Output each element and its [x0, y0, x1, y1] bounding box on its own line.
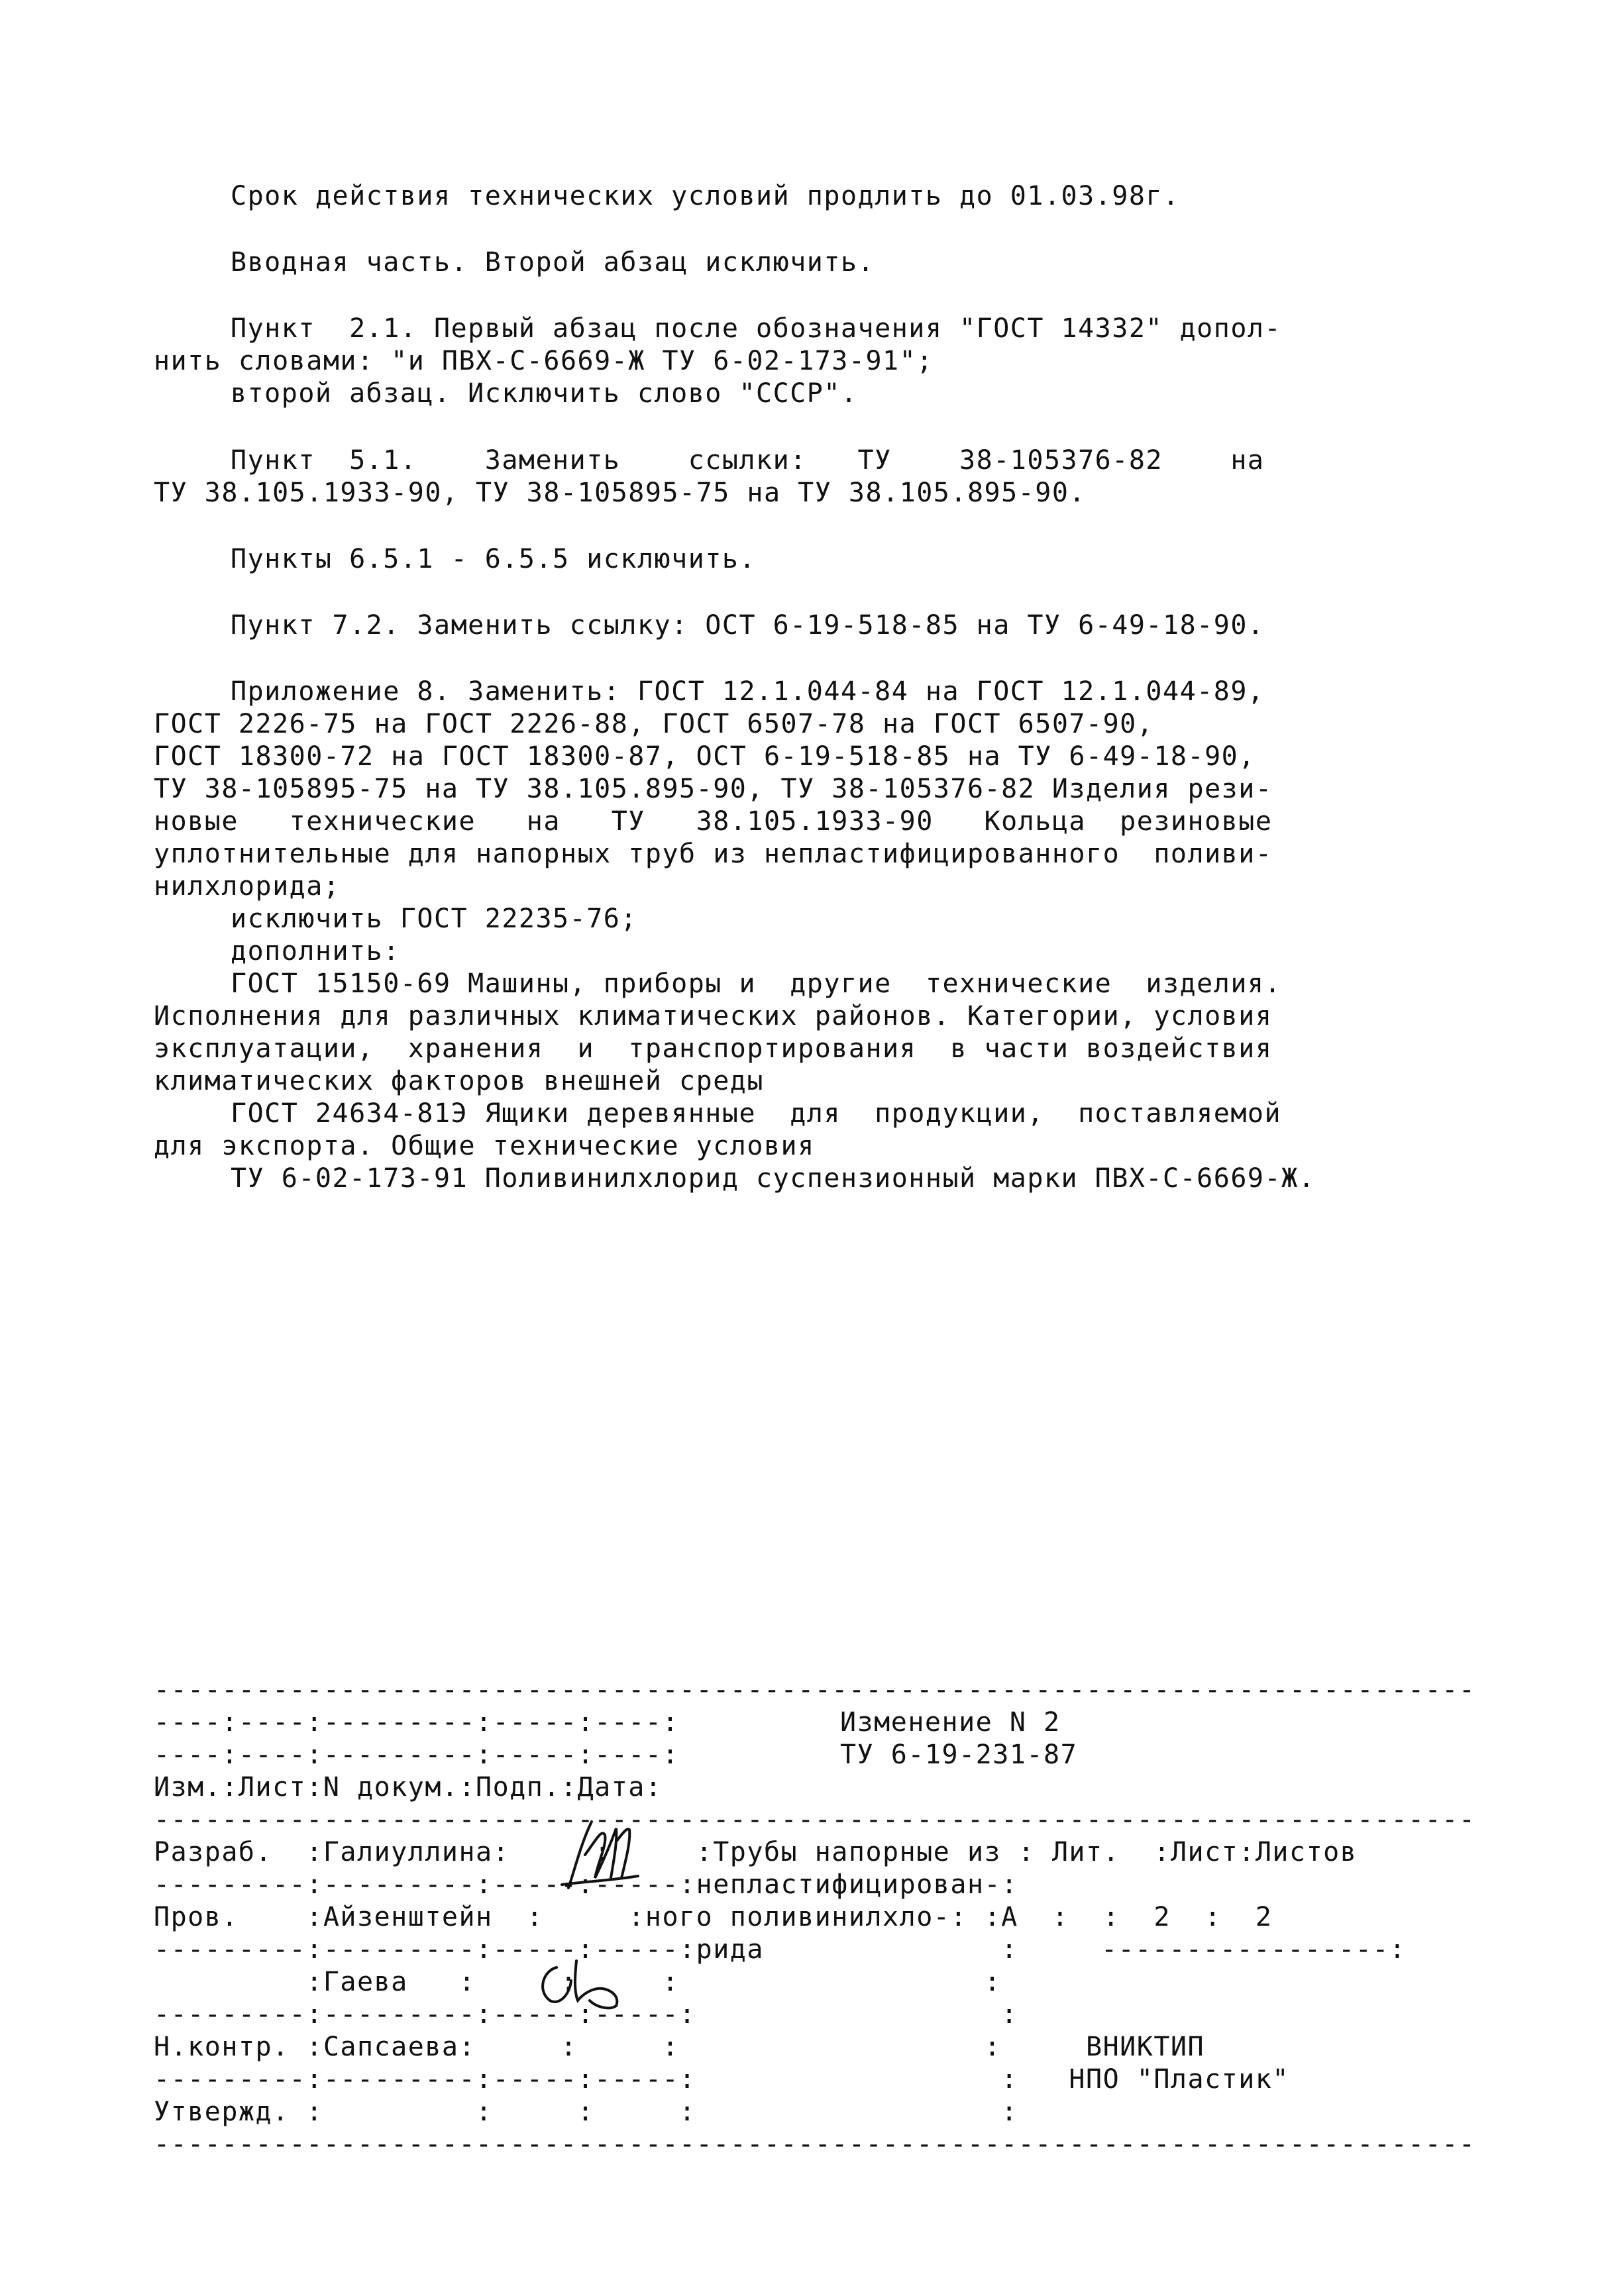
stamp-lower-dashes: -----------------: [1101, 1934, 1407, 1965]
stamp-row-2: ----:----:---------:-----:----: [154, 1740, 680, 1770]
paragraph-5-1-line-1: Пункт 5.1. Заменить ссылки: ТУ 38-105376-82 на [231, 445, 1265, 476]
stamp-row-norm-control: Н.контр. :Сапсаева: : : : ВНИКТИП [154, 2032, 1205, 2062]
paragraph-2-1-line-2: нить словами: "и ПВХ-С-6669-Ж ТУ 6-02-173-91"; [154, 346, 934, 376]
stamp-row-4: ---------:---------:-----:-----:непластифицирован-: [154, 1869, 1018, 1900]
paragraph-5-1-line-2: ТУ 38.105.1933-90, ТУ 38-105895-75 на ТУ 38.105.895-90. [154, 478, 1087, 508]
paragraph-2-1-line-3: второй абзац. Исключить слово "СССР". [231, 378, 858, 409]
paragraph-term-extension: Срок действия технических условий продлить до 01.03.98г. [231, 181, 1180, 211]
stamp-row-6: ---------:---------:-----:-----:рида : [154, 1934, 1018, 1965]
signature-gaeva [530, 1954, 636, 2014]
appendix-line-11: Исполнения для различных климатических районов. Категории, условия [154, 1001, 1273, 1031]
appendix-line-2: ГОСТ 2226-75 на ГОСТ 2226-88, ГОСТ 6507-78 на ГОСТ 6507-90, [154, 709, 1154, 739]
signature-galiullina [555, 1815, 641, 1895]
appendix-line-5: новые технические на ТУ 38.105.1933-90 Кольца резиновые [154, 806, 1273, 837]
stamp-row-developer: Разраб. :Галиуллина: : :Трубы напорные из : Лит. :Лист:Листов [154, 1837, 1358, 1867]
stamp-row-checker: Пров. :Айзенштейн : :ного поливинилхло-: :А : : 2 : 2 [154, 1902, 1273, 1932]
appendix-line-1: Приложение 8. Заменить: ГОСТ 12.1.044-84 на ГОСТ 12.1.044-89, [231, 676, 1265, 707]
paragraph-2-1-line-1: Пункт 2.1. Первый абзац после обозначения "ГОСТ 14332" допол- [231, 313, 1282, 344]
stamp-row-1: ----:----:---------:-----:----: [154, 1707, 680, 1738]
appendix-line-6: уплотнительные для напорных труб из непластифицированного поливи- [154, 839, 1273, 869]
appendix-line-3: ГОСТ 18300-72 на ГОСТ 18300-87, ОСТ 6-19-518-85 на ТУ 6-49-18-90, [154, 741, 1256, 772]
stamp-row-gaeva: :Гаева : : : : [154, 1967, 1002, 1997]
appendix-line-16: ТУ 6-02-173-91 Поливинилхлорид суспензионный марки ПВХ-С-6669-Ж. [231, 1163, 1316, 1194]
change-document: ТУ 6-19-231-87 [840, 1740, 1078, 1770]
appendix-line-10: ГОСТ 15150-69 Машины, приборы и другие технические изделия. [231, 968, 1282, 999]
stamp-top-separator: ------------------------------------------------------------------------------ [154, 1675, 1476, 1705]
appendix-line-7: нилхлорида; [154, 871, 341, 902]
stamp-row-10: ---------:---------:-----:-----: : НПО "Пластик" [154, 2064, 1289, 2095]
paragraph-intro: Вводная часть. Второй абзац исключить. [231, 247, 875, 278]
stamp-header-row: Изм.:Лист:N докум.:Подп.:Дата: [154, 1772, 663, 1802]
appendix-line-8: исключить ГОСТ 22235-76; [231, 904, 637, 934]
change-title: Изменение N 2 [840, 1707, 1061, 1738]
appendix-line-13: климатических факторов внешней среды [154, 1066, 764, 1096]
stamp-row-8: ---------:---------:-----:-----: : [154, 1999, 1018, 2030]
paragraph-6-5: Пункты 6.5.1 - 6.5.5 исключить. [231, 544, 757, 574]
stamp-bottom-separator: ------------------------------------------------------------------------------ [154, 2129, 1476, 2160]
appendix-line-9: дополнить: [231, 936, 400, 966]
paragraph-7-2: Пункт 7.2. Заменить ссылку: ОСТ 6-19-518-85 на ТУ 6-49-18-90. [231, 610, 1265, 641]
appendix-line-15: для экспорта. Общие технические условия [154, 1131, 815, 1161]
stamp-row-approved: Утвержд. : : : : : [154, 2097, 1018, 2127]
appendix-line-4: ТУ 38-105895-75 на ТУ 38.105.895-90, ТУ 38-105376-82 Изделия рези- [154, 774, 1273, 804]
stamp-mid-separator: ------------------------------------------------------------------------------ [154, 1804, 1476, 1835]
appendix-line-14: ГОСТ 24634-81Э Ящики деревянные для продукции, поставляемой [231, 1098, 1282, 1129]
appendix-line-12: эксплуатации, хранения и транспортирования в части воздействия [154, 1033, 1273, 1064]
